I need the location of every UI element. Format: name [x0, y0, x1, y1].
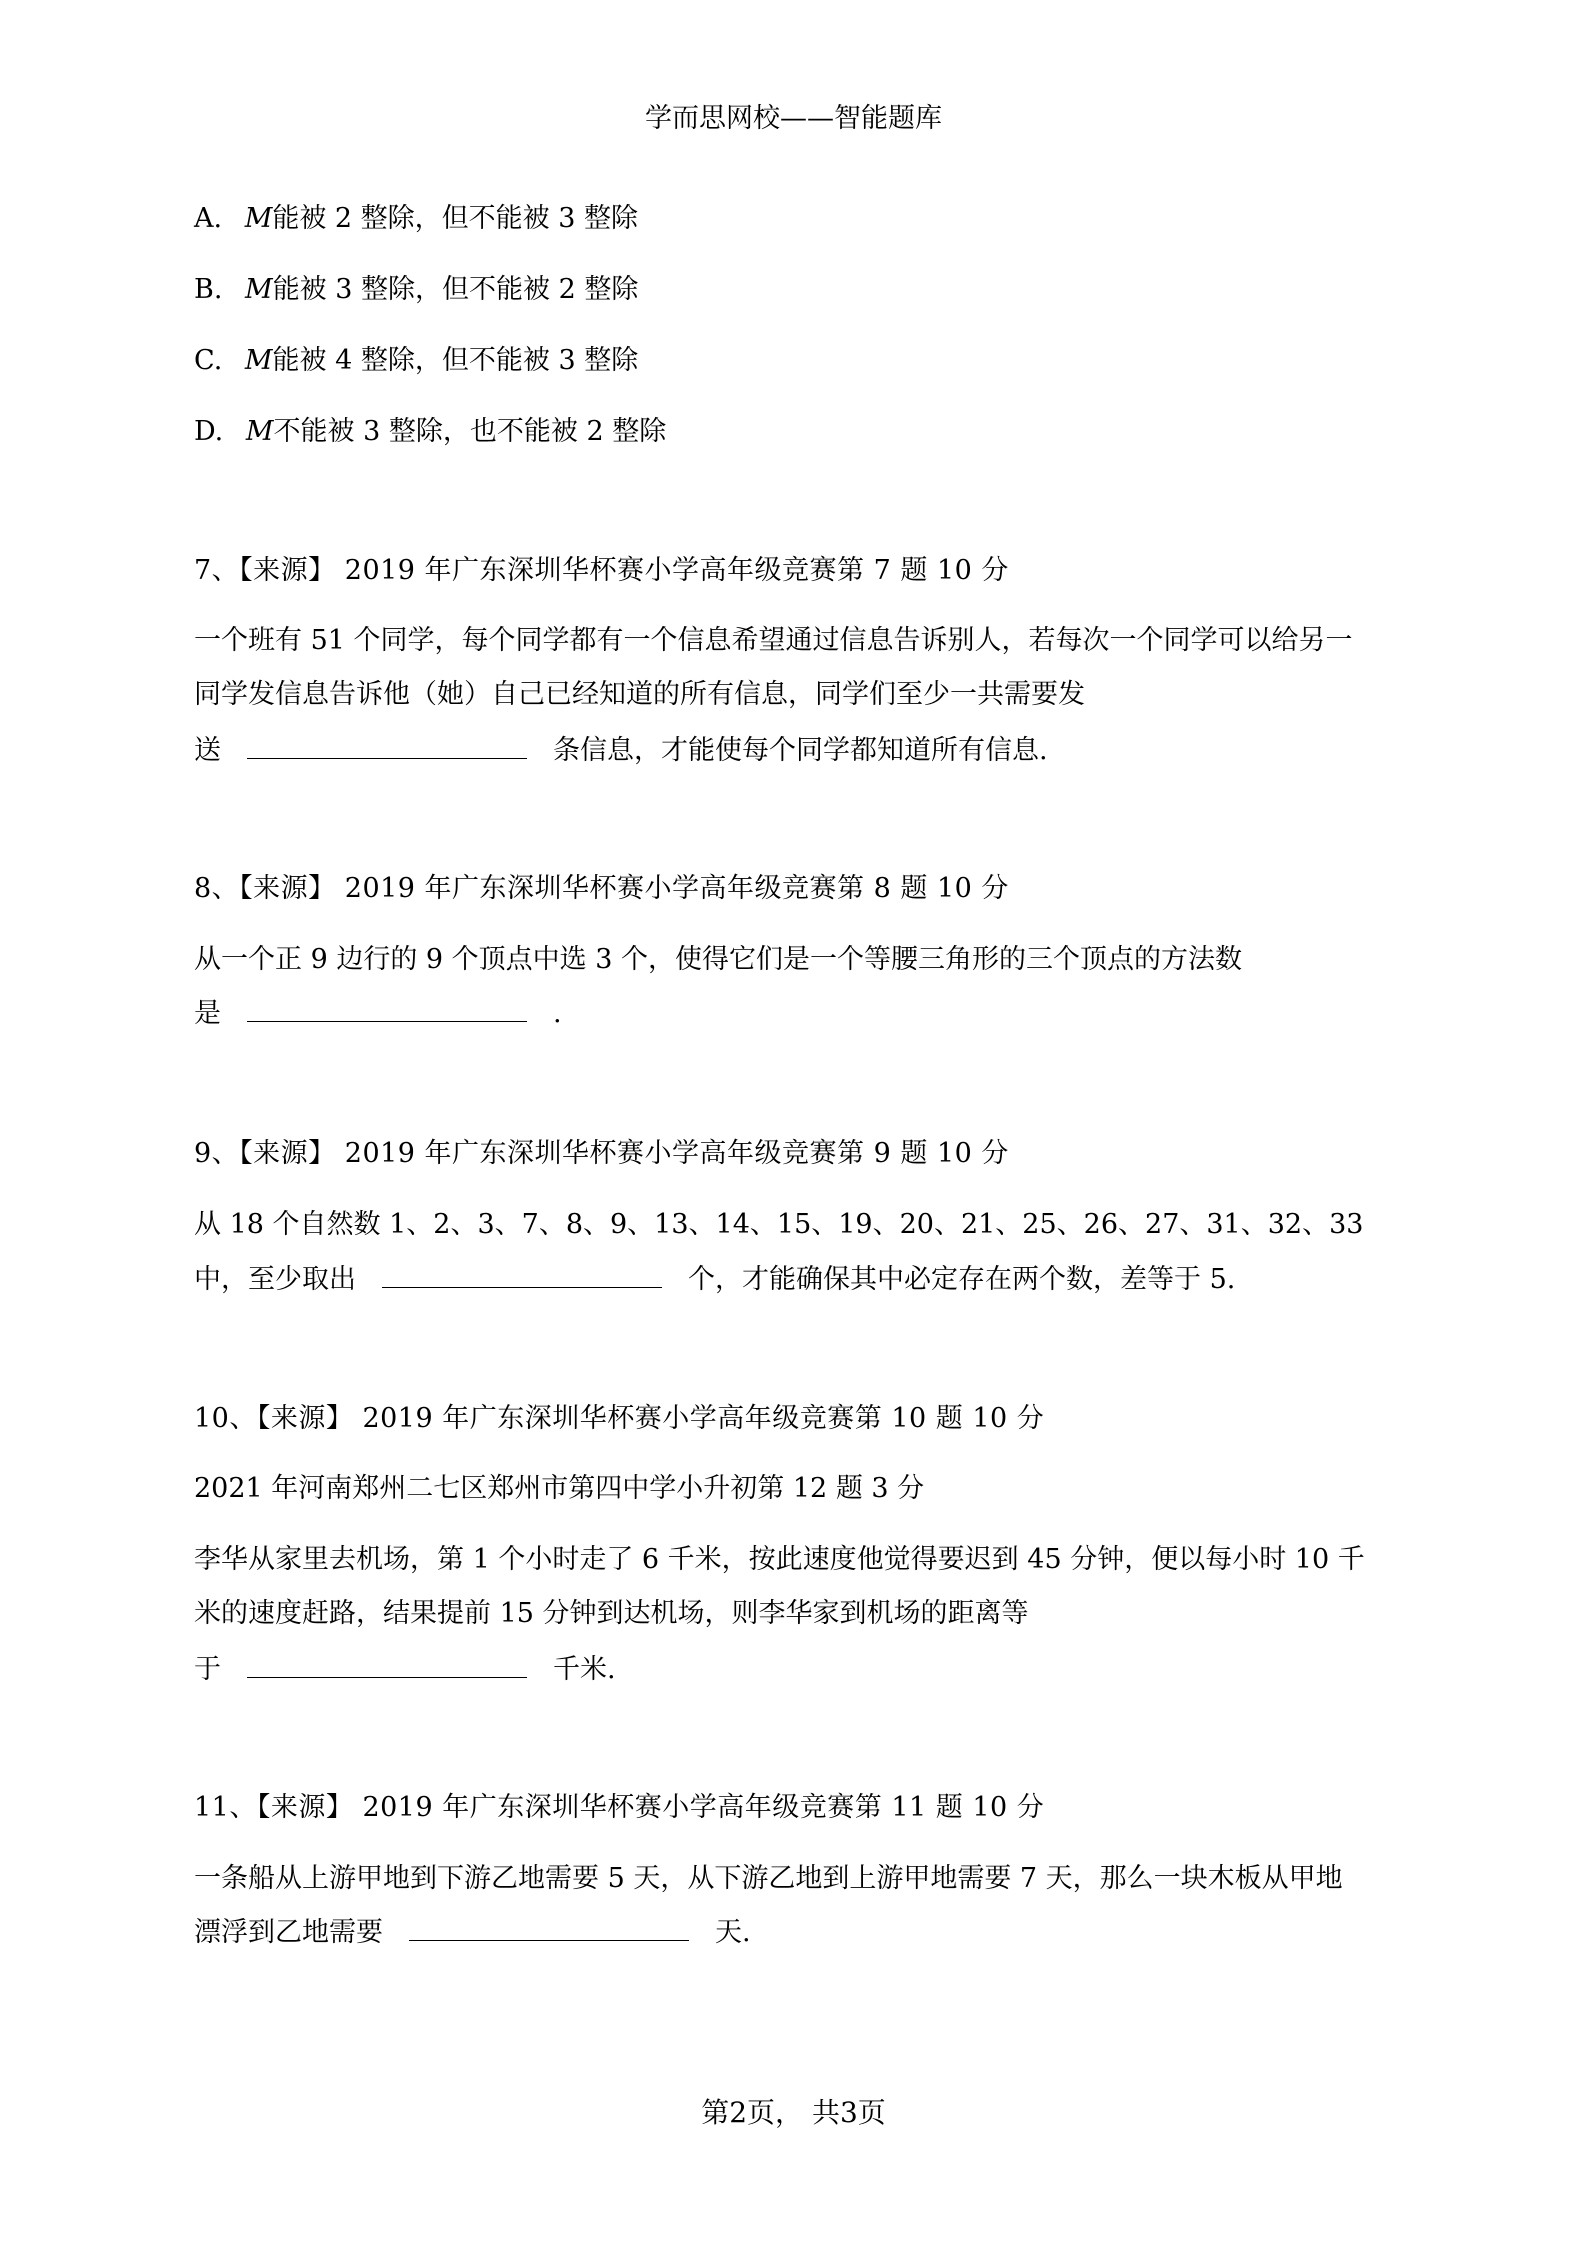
- q10-source2: 2021 年河南郑州二七区郑州市第四中学小升初第 12 题 3 分: [194, 1473, 925, 1504]
- q7-line3: [194, 728, 1048, 767]
- q7-line3-before: 送: [194, 735, 221, 766]
- option-b-var: M: [245, 274, 273, 305]
- q10-answer-blank[interactable]: [247, 1653, 527, 1678]
- option-d: [194, 409, 666, 448]
- q8-line2: [194, 991, 562, 1030]
- option-b-text: 能被 3 整除，但不能被 2 整除: [272, 274, 639, 305]
- option-b-label: B.: [194, 274, 223, 305]
- q8-line2-after: .: [553, 998, 562, 1029]
- q7-answer-blank[interactable]: [247, 734, 527, 759]
- option-d-text: 不能被 3 整除，也不能被 2 整除: [273, 416, 667, 447]
- q10-line2: 米的速度赶路，结果提前 15 分钟到达机场，则李华家到机场的距离等: [194, 1598, 1029, 1629]
- q11-line2-before: 漂浮到乙地需要: [194, 1917, 383, 1948]
- option-a-label: A.: [194, 203, 223, 234]
- q9-line2-after: 个，才能确保其中必定存在两个数，差等于 5.: [688, 1264, 1236, 1295]
- q9-line2: [194, 1257, 1235, 1296]
- q11-answer-blank[interactable]: [409, 1916, 689, 1941]
- option-c-label: C.: [194, 345, 223, 376]
- page-footer-pagination: 第2页， 共3页: [701, 2096, 886, 2129]
- option-c-var: M: [244, 345, 273, 376]
- q10-source: 10、【来源】 2019 年广东深圳华杯赛小学高年级竞赛第 10 题 10 分: [194, 1403, 1045, 1434]
- q8-answer-blank[interactable]: [247, 997, 527, 1022]
- option-d-label: D.: [194, 416, 224, 447]
- q10-line3-after: 千米.: [553, 1654, 616, 1685]
- q8-line1: 从一个正 9 边行的 9 个顶点中选 3 个，使得它们是一个等腰三角形的三个顶点的方法数: [194, 944, 1243, 975]
- q9-line1: 从 18 个自然数 1、2、3、7、8、9、13、14、15、19、20、21、25、26、27、31、32、33: [194, 1209, 1364, 1240]
- q10-line3-before: 于: [194, 1654, 221, 1685]
- q9-answer-blank[interactable]: [382, 1263, 662, 1288]
- q7-line1: 一个班有 51 个同学，每个同学都有一个信息希望通过信息告诉别人，若每次一个同学可以给另一: [194, 625, 1353, 656]
- page-header-title: 学而思网校——智能题库: [645, 103, 942, 134]
- q9-source: 9、【来源】 2019 年广东深圳华杯赛小学高年级竞赛第 9 题 10 分: [194, 1138, 1009, 1169]
- q10-line1: 李华从家里去机场，第 1 个小时走了 6 千米，按此速度他觉得要迟到 45 分钟，便以每小时 10 千: [194, 1544, 1365, 1575]
- option-b: [194, 267, 638, 306]
- option-a: [194, 196, 638, 235]
- q7-line2: 同学发信息告诉他（她）自己已经知道的所有信息，同学们至少一共需要发: [194, 679, 1085, 710]
- q11-source: 11、【来源】 2019 年广东深圳华杯赛小学高年级竞赛第 11 题 10 分: [194, 1792, 1045, 1823]
- option-c-text: 能被 4 整除，但不能被 3 整除: [272, 345, 639, 376]
- option-a-text: 能被 2 整除，但不能被 3 整除: [272, 203, 639, 234]
- q8-source: 8、【来源】 2019 年广东深圳华杯赛小学高年级竞赛第 8 题 10 分: [194, 873, 1009, 904]
- q7-source: 7、【来源】 2019 年广东深圳华杯赛小学高年级竞赛第 7 题 10 分: [194, 555, 1009, 586]
- option-c: [194, 338, 638, 377]
- q10-line3: [194, 1647, 616, 1686]
- q7-line3-after: 条信息，才能使每个同学都知道所有信息.: [553, 735, 1048, 766]
- q8-line2-before: 是: [194, 998, 221, 1029]
- q9-line2-before: 中，至少取出: [194, 1264, 356, 1295]
- option-a-var: M: [244, 203, 273, 234]
- option-d-var: M: [245, 416, 274, 447]
- q11-line1: 一条船从上游甲地到下游乙地需要 5 天，从下游乙地到上游甲地需要 7 天，那么一块木板从甲地: [194, 1863, 1343, 1894]
- q11-line2-after: 天.: [715, 1917, 751, 1948]
- q11-line2: [194, 1910, 751, 1949]
